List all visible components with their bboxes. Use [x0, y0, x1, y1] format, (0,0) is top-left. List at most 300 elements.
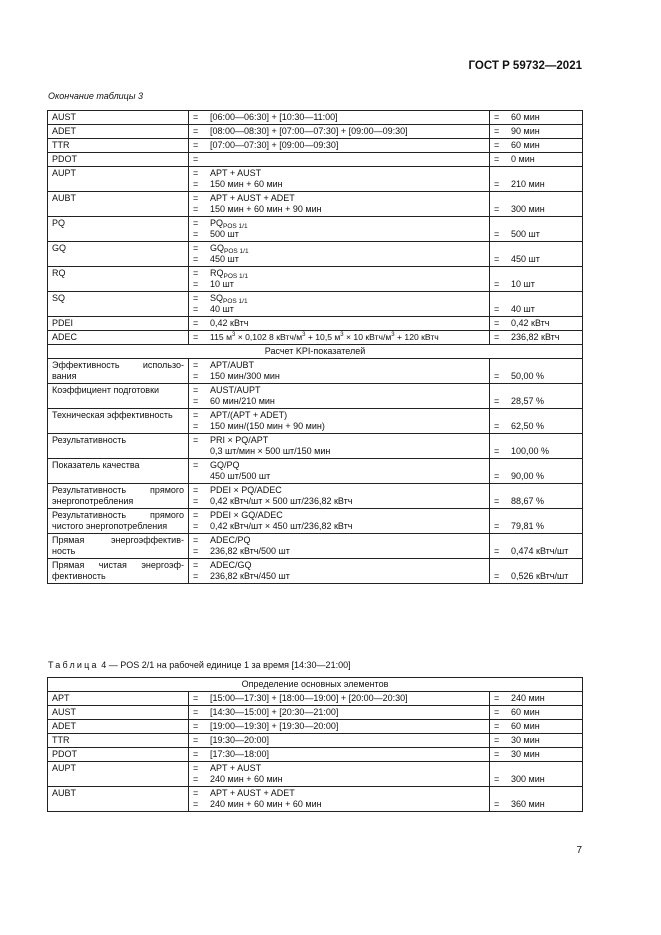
equals-sign [494, 788, 511, 799]
equals-sign [494, 510, 511, 521]
equals-sign: = [193, 193, 199, 203]
kpi-row [48, 484, 583, 509]
param-name: AUPT [52, 763, 77, 773]
expression-cell [189, 787, 490, 812]
equals-sign: = [494, 204, 500, 214]
result-cell [490, 192, 583, 217]
expression-cell [189, 267, 490, 292]
table-row [48, 317, 583, 331]
equals-sign: = [193, 749, 199, 759]
result-cell [490, 242, 583, 267]
kpi-name-cont: энергопотребления [52, 496, 134, 506]
equals-sign: = [193, 435, 199, 445]
equals-sign: = [494, 154, 500, 164]
equals-sign: = [494, 279, 500, 289]
equals-sign: = [193, 421, 199, 431]
equals-sign [494, 293, 511, 304]
expression-cell [189, 484, 490, 509]
result-cell [490, 359, 583, 384]
param-name-cell [48, 692, 189, 706]
equals-sign: = [193, 535, 199, 545]
equals-sign [494, 763, 511, 774]
table-row [48, 720, 583, 734]
equals-sign: = [193, 179, 199, 189]
param-name: ADET [52, 721, 77, 731]
param-name-cell [48, 706, 189, 720]
subscript: POS 1/1 [223, 298, 248, 305]
section-row [48, 345, 583, 359]
result-cell [490, 267, 583, 292]
equals-sign: = [193, 707, 199, 717]
result-value: 236,82 кВтч [511, 332, 560, 342]
param-name-cell [48, 748, 189, 762]
param-name: ADET [52, 126, 77, 136]
kpi-name: Прямая энергоэффектив- [52, 535, 184, 545]
kpi-name: Эффективность использо- [52, 360, 184, 370]
result-value: 90 мин [511, 126, 540, 136]
expression-cell [189, 359, 490, 384]
param-name-cell [48, 734, 189, 748]
expression-line: 40 шт [210, 304, 234, 314]
expression-cell [189, 125, 490, 139]
param-name-cell [48, 139, 189, 153]
table-3 [47, 110, 583, 584]
result-cell [490, 734, 583, 748]
kpi-name-cont: вания [52, 371, 77, 381]
equals-sign: = [193, 204, 199, 214]
result-value [511, 193, 578, 204]
expression-cell [189, 434, 490, 459]
equals-sign: = [193, 371, 199, 381]
result-value: 500 шт [511, 229, 540, 239]
equals-sign: = [193, 304, 199, 314]
result-value: 60 мин [511, 140, 540, 150]
result-value [511, 435, 578, 446]
equals-sign [494, 360, 511, 371]
expression-cell [189, 459, 490, 484]
result-value [511, 293, 578, 304]
expression-line: 150 мин + 60 мин [210, 179, 283, 189]
expression-line: 60 мин/210 мин [210, 396, 275, 406]
equals-sign [494, 485, 511, 496]
equals-sign: = [494, 332, 500, 342]
result-value: 30 мин [511, 749, 540, 759]
expression-line: APT/(APT + ADET) [210, 410, 288, 420]
param-name-cell [48, 242, 189, 267]
expression-line: AUST/AUPT [210, 385, 261, 395]
expression-line: APT + AUST + ADET [210, 193, 295, 203]
param-name-cell [48, 153, 189, 167]
expression-line: 236,82 кВтч/500 шт [210, 546, 290, 556]
result-cell [490, 720, 583, 734]
param-name: SQ [52, 293, 66, 303]
equals-sign: = [193, 521, 199, 531]
expression-line: 0,3 шт/мин × 500 шт/150 мин [210, 446, 331, 456]
param-name: TTR [52, 140, 70, 150]
expression-line [210, 154, 485, 165]
expression-cell [189, 384, 490, 409]
equals-sign: = [193, 254, 199, 264]
param-name-cell [48, 167, 189, 192]
expression-cell [189, 331, 490, 345]
equals-sign: = [494, 496, 500, 506]
result-cell [490, 534, 583, 559]
result-cell [490, 459, 583, 484]
result-value [511, 218, 578, 229]
param-name-cell [48, 292, 189, 317]
expression-line: 115 $м^3 \times 0,102$ 8 кВтч/$м^3 + 10,5$ $м^3 \times 10$ кВтч/$м^3 + 120$ кВтч [210, 332, 439, 342]
expression-cell [189, 559, 490, 584]
kpi-row [48, 534, 583, 559]
equals-sign: = [193, 318, 199, 328]
equals-sign: = [193, 560, 199, 570]
param-name: PQ [52, 218, 66, 228]
expression-cell [189, 111, 490, 125]
expression-line: $GQ_{POS 1/1}$ [210, 243, 249, 255]
kpi-row [48, 384, 583, 409]
result-value: 0,474 кВтч/шт [511, 546, 569, 556]
expression-cell [189, 217, 490, 242]
result-cell [490, 217, 583, 242]
expression-line: 236,82 кВтч/450 шт [210, 571, 290, 581]
kpi-row [48, 359, 583, 384]
table-4 [47, 677, 583, 812]
equals-sign: = [193, 126, 199, 136]
expression-line: GQ/PQ [210, 460, 240, 470]
equals-sign: = [193, 410, 199, 420]
equals-sign [494, 460, 511, 471]
equals-sign [193, 446, 210, 457]
equals-sign: = [193, 293, 199, 303]
result-value: 0,42 кВтч [511, 318, 550, 328]
param-name-cell [48, 762, 189, 787]
equals-sign: = [193, 140, 199, 150]
result-value: 28,57 % [511, 396, 545, 406]
equals-sign: = [494, 446, 500, 456]
expression-cell [189, 242, 490, 267]
table-row [48, 762, 583, 787]
result-value [511, 168, 578, 179]
equals-sign [494, 168, 511, 179]
table-row [48, 692, 583, 706]
expression-cell [189, 317, 490, 331]
equals-sign: = [193, 218, 199, 228]
result-value [511, 763, 578, 774]
expression-line: 450 шт/500 шт [210, 471, 271, 481]
result-value [511, 535, 578, 546]
result-value: 360 мин [511, 799, 545, 809]
subscript: POS 1/1 [223, 273, 249, 280]
param-name: GQ [52, 243, 67, 253]
equals-sign: = [494, 693, 500, 703]
result-cell [490, 167, 583, 192]
expression-line: [19:30—20:00] [210, 735, 270, 745]
equals-sign: = [494, 735, 500, 745]
superscript: 3 [391, 332, 395, 338]
kpi-name-cell [48, 509, 189, 534]
section-title: Определение основных элементов [48, 678, 583, 692]
expression-line: $SQ_{POS 1/1}$ [210, 293, 248, 305]
equals-sign: = [494, 421, 500, 431]
superscript: 3 [232, 332, 236, 338]
param-name: PDOT [52, 154, 78, 164]
result-cell [490, 139, 583, 153]
equals-sign: = [193, 546, 199, 556]
kpi-name-cell [48, 359, 189, 384]
param-name: AUST [52, 112, 77, 122]
result-value: 240 мин [511, 693, 545, 703]
result-cell [490, 434, 583, 459]
expression-line: 0,42 кВтч/шт × 500 шт/236,82 кВтч [210, 496, 353, 506]
expression-cell [189, 734, 490, 748]
param-name-cell [48, 720, 189, 734]
expression-line: ADEC/PQ [210, 535, 251, 545]
expression-cell [189, 192, 490, 217]
param-name: TTR [52, 735, 70, 745]
equals-sign: = [494, 799, 500, 809]
result-cell [490, 692, 583, 706]
kpi-name: Показатель качества [52, 460, 140, 470]
param-name-cell [48, 331, 189, 345]
expression-cell [189, 706, 490, 720]
kpi-name: Прямая чистая энергоэф- [52, 560, 184, 570]
subscript: POS 1/1 [224, 248, 249, 255]
section-row [48, 678, 583, 692]
expression-cell [189, 153, 490, 167]
expression-cell [189, 748, 490, 762]
page-number: 7 [576, 845, 582, 856]
result-cell [490, 787, 583, 812]
result-value: 40 шт [511, 304, 535, 314]
kpi-name: Результативность [52, 435, 127, 445]
equals-sign: = [494, 471, 500, 481]
expression-line: [17:30—18:00] [210, 749, 270, 759]
kpi-name-cell [48, 459, 189, 484]
expression-line: 0,42 кВтч/шт × 450 шт/236,82 кВтч [210, 521, 353, 531]
result-cell [490, 706, 583, 720]
table4-caption: Таблица 4 — POS 2/1 на рабочей единице 1 за время [14:30—21:00] [48, 660, 351, 670]
equals-sign: = [494, 371, 500, 381]
kpi-row [48, 559, 583, 584]
equals-sign: = [193, 268, 199, 278]
equals-sign: = [494, 707, 500, 717]
result-value: 100,00 % [511, 446, 550, 456]
result-cell [490, 748, 583, 762]
param-name: PDEI [52, 318, 74, 328]
equals-sign: = [494, 721, 500, 731]
equals-sign: = [193, 168, 199, 178]
kpi-name: Результативность прямого [52, 485, 184, 495]
kpi-name-cell [48, 434, 189, 459]
expression-line: 240 мин + 60 мин + 60 мин [210, 799, 322, 809]
equals-sign: = [193, 485, 199, 495]
expression-line: 150 мин + 60 мин + 90 мин [210, 204, 322, 214]
expression-cell [189, 762, 490, 787]
kpi-name-cell [48, 534, 189, 559]
equals-sign [494, 385, 511, 396]
table-row [48, 267, 583, 292]
expression-line: APT + AUST [210, 763, 262, 773]
kpi-name: Коэффициент подготовки [52, 385, 160, 395]
result-value [511, 560, 578, 571]
equals-sign: = [494, 126, 500, 136]
result-cell [490, 509, 583, 534]
result-value: 300 мин [511, 204, 545, 214]
expression-cell [189, 509, 490, 534]
param-name-cell [48, 217, 189, 242]
equals-sign: = [193, 763, 199, 773]
param-name: AUST [52, 707, 77, 717]
equals-sign: = [193, 774, 199, 784]
param-name-cell [48, 111, 189, 125]
result-value: 0 мин [511, 154, 535, 164]
param-name-cell [48, 192, 189, 217]
table-row [48, 153, 583, 167]
table-row [48, 706, 583, 720]
expression-line: $RQ_{POS 1/1}$ [210, 268, 249, 280]
table-row [48, 111, 583, 125]
result-value: 60 мин [511, 721, 540, 731]
equals-sign: = [494, 318, 500, 328]
equals-sign: = [494, 140, 500, 150]
table3-caption: Окончание таблицы 3 [48, 91, 143, 101]
expression-cell [189, 720, 490, 734]
equals-sign [494, 560, 511, 571]
result-value [511, 485, 578, 496]
equals-sign: = [494, 521, 500, 531]
expression-line: PDEI × GQ/ADEC [210, 510, 283, 520]
equals-sign: = [193, 332, 199, 342]
equals-sign: = [193, 243, 199, 253]
equals-sign: = [193, 460, 199, 470]
equals-sign [193, 471, 210, 482]
expression-line: [15:00—17:30] + [18:00—19:00] + [20:00—20:30] [210, 693, 408, 703]
table-row [48, 139, 583, 153]
expression-cell [189, 692, 490, 706]
result-value: 60 мин [511, 707, 540, 717]
table-row [48, 242, 583, 267]
expression-line: [07:00—07:30] + [09:00—09:30] [210, 140, 339, 150]
kpi-name-cont: фективность [52, 571, 106, 581]
equals-sign [494, 193, 511, 204]
equals-sign: = [193, 496, 199, 506]
result-cell [490, 111, 583, 125]
expression-line: APT/AUBT [210, 360, 255, 370]
table-row [48, 331, 583, 345]
superscript: 3 [340, 332, 344, 338]
param-name-cell [48, 317, 189, 331]
expression-line: 150 мин/(150 мин + 90 мин) [210, 421, 325, 431]
param-name-cell [48, 125, 189, 139]
result-cell [490, 125, 583, 139]
result-value: 0,526 кВтч/шт [511, 571, 569, 581]
result-value [511, 268, 578, 279]
result-value [511, 460, 578, 471]
result-cell [490, 559, 583, 584]
result-value: 88,67 % [511, 496, 545, 506]
equals-sign [494, 218, 511, 229]
param-name: AUBT [52, 193, 77, 203]
result-value: 60 мин [511, 112, 540, 122]
table-row [48, 734, 583, 748]
expression-line: 0,42 кВтч [210, 318, 249, 328]
equals-sign: = [193, 735, 199, 745]
equals-sign: = [494, 749, 500, 759]
table-row [48, 192, 583, 217]
subscript: POS 1/1 [223, 223, 248, 230]
expression-line: 10 шт [210, 279, 234, 289]
document-code: ГОСТ Р 59732—2021 [468, 60, 582, 72]
equals-sign: = [193, 788, 199, 798]
kpi-row [48, 459, 583, 484]
expression-line: PRI × PQ/APT [210, 435, 269, 445]
result-cell [490, 484, 583, 509]
result-value: 300 мин [511, 774, 545, 784]
expression-line: ADEC/GQ [210, 560, 252, 570]
equals-sign: = [494, 546, 500, 556]
equals-sign: = [193, 721, 199, 731]
expression-line: APT + AUST [210, 168, 262, 178]
equals-sign: = [494, 112, 500, 122]
expression-cell [189, 292, 490, 317]
result-value [511, 510, 578, 521]
kpi-name: Результативность прямого [52, 510, 184, 520]
section-title: Расчет KPI-показателей [48, 345, 583, 359]
equals-sign: = [193, 799, 199, 809]
table-row [48, 217, 583, 242]
result-value: 50,00 % [511, 371, 545, 381]
equals-sign: = [193, 510, 199, 520]
equals-sign [494, 535, 511, 546]
result-cell [490, 317, 583, 331]
equals-sign [494, 268, 511, 279]
equals-sign: = [494, 774, 500, 784]
param-name-cell [48, 787, 189, 812]
expression-cell [189, 167, 490, 192]
result-value [511, 243, 578, 254]
result-value: 30 мин [511, 735, 540, 745]
expression-line: [06:00—06:30] + [10:30—11:00] [210, 112, 338, 122]
expression-line: 450 шт [210, 254, 239, 264]
result-cell [490, 331, 583, 345]
equals-sign: = [193, 279, 199, 289]
kpi-row [48, 434, 583, 459]
param-name-cell [48, 267, 189, 292]
kpi-name-cell [48, 409, 189, 434]
result-value [511, 410, 578, 421]
expression-line: APT + AUST + ADET [210, 788, 295, 798]
expression-line: 150 мин/300 мин [210, 371, 280, 381]
equals-sign [494, 243, 511, 254]
expression-line: [19:00—19:30] + [19:30—20:00] [210, 721, 339, 731]
result-value [511, 788, 578, 799]
equals-sign: = [193, 571, 199, 581]
expression-cell [189, 534, 490, 559]
kpi-name-cont: ность [52, 546, 76, 556]
result-value: 210 мин [511, 179, 545, 189]
result-cell [490, 762, 583, 787]
expression-line: $PQ_{POS 1/1}$ [210, 218, 248, 230]
table-row [48, 167, 583, 192]
table-row [48, 292, 583, 317]
equals-sign: = [494, 254, 500, 264]
result-cell [490, 153, 583, 167]
param-name: AUBT [52, 788, 77, 798]
superscript: 3 [302, 332, 306, 338]
result-value: 62,50 % [511, 421, 545, 431]
param-name: AUPT [52, 168, 77, 178]
equals-sign: = [193, 385, 199, 395]
